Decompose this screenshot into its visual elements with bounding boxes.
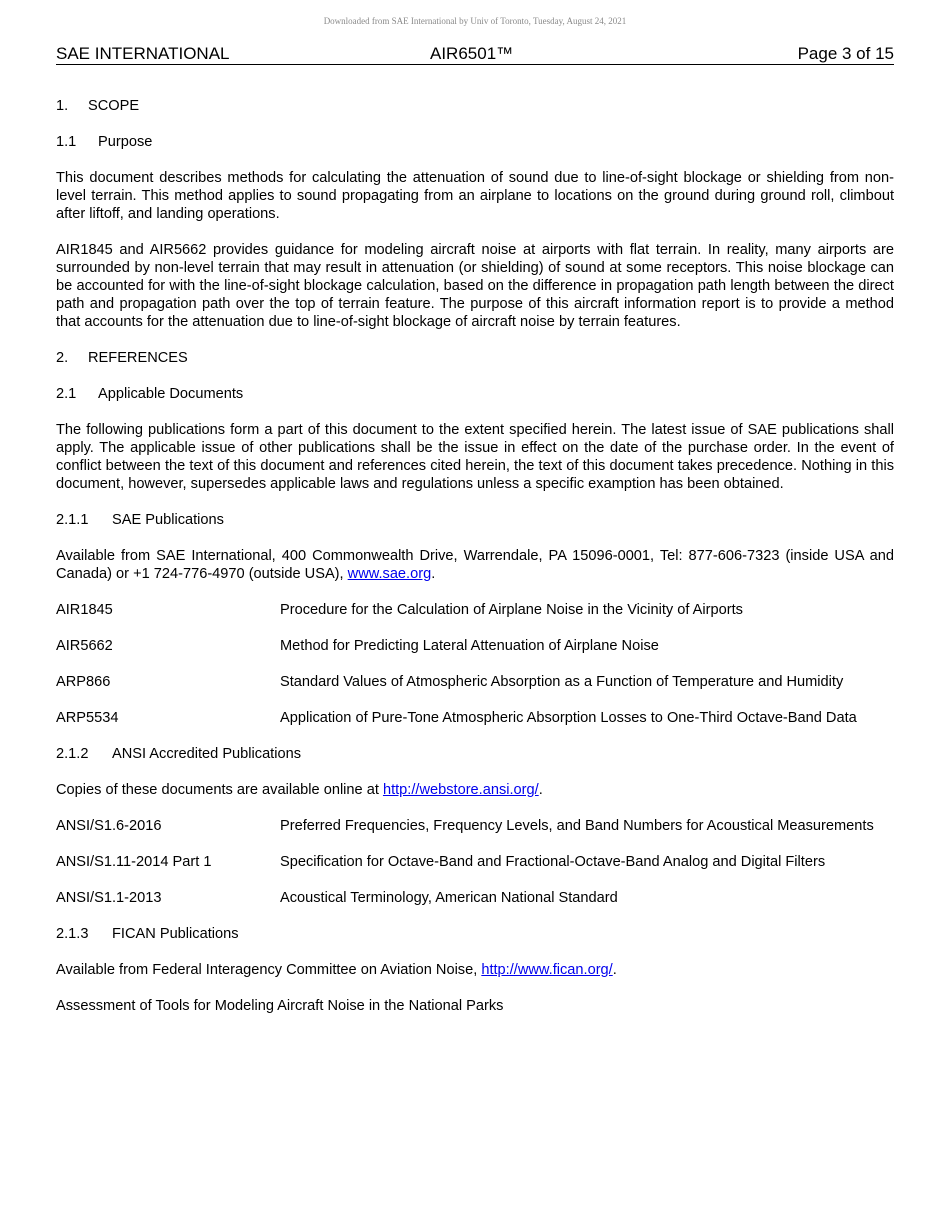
- section-number: 1.1: [56, 134, 77, 150]
- section-number: 1.: [56, 98, 69, 114]
- sentence-end: .: [612, 962, 617, 978]
- section-number: 2.1.1: [56, 512, 89, 528]
- section-title: Applicable Documents: [98, 386, 244, 402]
- reference-item: [56, 637, 894, 655]
- section-title: ANSI Accredited Publications: [112, 746, 302, 762]
- ansi-availability-paragraph: [56, 781, 894, 799]
- section-2-1-3-heading: [56, 925, 894, 943]
- applicable-documents-paragraph: The following publications form a part of this document to the extent specified herein. The latest issue of SAE publications shall apply. The applicable issue of other publications shall be the issue in effect on the date of the purchase order. In the event of conflict between the text of this document and references cited herein, the text of this document takes precedence. Nothing in this document, however, supersedes applicable laws and regulations unless a specific examption has been obtained.: [56, 422, 894, 492]
- section-2-heading: [56, 349, 894, 367]
- section-title: SCOPE: [88, 98, 140, 114]
- fican-availability-paragraph: [56, 961, 894, 979]
- reference-title: Acoustical Terminology, American National Standard: [280, 890, 618, 906]
- ansi-availability-text: Copies of these documents are available online at: [56, 782, 383, 798]
- page-header: [56, 44, 894, 65]
- section-number: 2.1.3: [56, 926, 89, 942]
- section-title: Purpose: [98, 134, 153, 150]
- purpose-paragraph-1: This document describes methods for calculating the attenuation of sound due to line-of-sight blockage or shielding from non-level terrain. This method applies to sound propagating from an airplane to locations on the ground during ground roll, climbout after liftoff, and landing operations.: [56, 170, 894, 222]
- fican-availability-text: Available from Federal Interagency Committee on Aviation Noise,: [56, 962, 482, 978]
- sentence-end: .: [538, 782, 543, 798]
- reference-item: [56, 889, 894, 907]
- download-watermark: Downloaded from SAE International by Univ of Toronto, Tuesday, August 24, 2021: [323, 16, 627, 26]
- reference-id: ANSI/S1.11-2014 Part 1: [56, 854, 212, 870]
- reference-title: Application of Pure-Tone Atmospheric Absorption Losses to One-Third Octave-Band Data: [280, 710, 857, 726]
- sae-availability-paragraph: [56, 547, 894, 583]
- reference-id: AIR1845: [56, 602, 113, 618]
- header-page-number: Page 3 of 15: [797, 44, 894, 63]
- section-2-1-2-heading: [56, 745, 894, 763]
- reference-item: [56, 853, 894, 871]
- fican-document-title: Assessment of Tools for Modeling Aircraft Noise in the National Parks: [56, 998, 504, 1014]
- ansi-webstore-link[interactable]: http://webstore.ansi.org/: [382, 782, 539, 798]
- section-title: REFERENCES: [88, 350, 188, 366]
- reference-item: [56, 709, 894, 727]
- sae-website-link[interactable]: www.sae.org: [347, 566, 432, 582]
- page-body: [56, 97, 894, 1033]
- reference-id: ANSI/S1.6-2016: [56, 818, 162, 834]
- section-number: 2.1.2: [56, 746, 89, 762]
- purpose-paragraph-2: AIR1845 and AIR5662 provides guidance for modeling aircraft noise at airports with flat terrain. In reality, many airports are surrounded by non-level terrain that may result in attenuation (or shielding) of sound at some receptors. This noise blockage can be accounted for with the line-of-sight blockage calculation, based on the difference in propagation path length between the direct path and propagation path over the top of terrain feature. The purpose of this aircraft information report is to provide a method that accounts for the attenuation due to line-of-sight blockage of aircraft noise by terrain features.: [56, 242, 894, 330]
- reference-id: AIR5662: [56, 638, 113, 654]
- reference-item: [56, 673, 894, 691]
- sentence-end: .: [431, 566, 436, 582]
- section-number: 2.1: [56, 386, 77, 402]
- reference-id: ARP5534: [56, 710, 119, 726]
- reference-title: Specification for Octave-Band and Fractional-Octave-Band Analog and Digital Filters: [280, 854, 826, 870]
- sae-availability-text: Available from SAE International, 400 Commonwealth Drive, Warrendale, PA 15096-0001, Tel: 877-606-7323 (inside USA and Canada) or +1 724-776-4970 (outside USA),: [56, 548, 894, 582]
- reference-item: [56, 601, 894, 619]
- section-title: FICAN Publications: [112, 926, 239, 942]
- section-number: 2.: [56, 350, 69, 366]
- section-title: SAE Publications: [112, 512, 224, 528]
- reference-title: Preferred Frequencies, Frequency Levels, and Band Numbers for Acoustical Measurements: [280, 818, 874, 834]
- reference-title: Procedure for the Calculation of Airplane Noise in the Vicinity of Airports: [280, 602, 743, 618]
- header-document-number: AIR6501™: [430, 44, 514, 63]
- reference-item: [56, 817, 894, 835]
- reference-id: ANSI/S1.1-2013: [56, 890, 162, 906]
- section-1-1-heading: [56, 133, 894, 151]
- section-2-1-heading: [56, 385, 894, 403]
- fican-website-link[interactable]: http://www.fican.org/: [481, 962, 613, 978]
- section-2-1-1-heading: [56, 511, 894, 529]
- reference-title: Method for Predicting Lateral Attenuation of Airplane Noise: [280, 638, 659, 654]
- header-organization: SAE INTERNATIONAL: [56, 44, 230, 63]
- reference-title: Standard Values of Atmospheric Absorption as a Function of Temperature and Humidity: [280, 674, 844, 690]
- reference-id: ARP866: [56, 674, 111, 690]
- section-1-heading: [56, 97, 894, 115]
